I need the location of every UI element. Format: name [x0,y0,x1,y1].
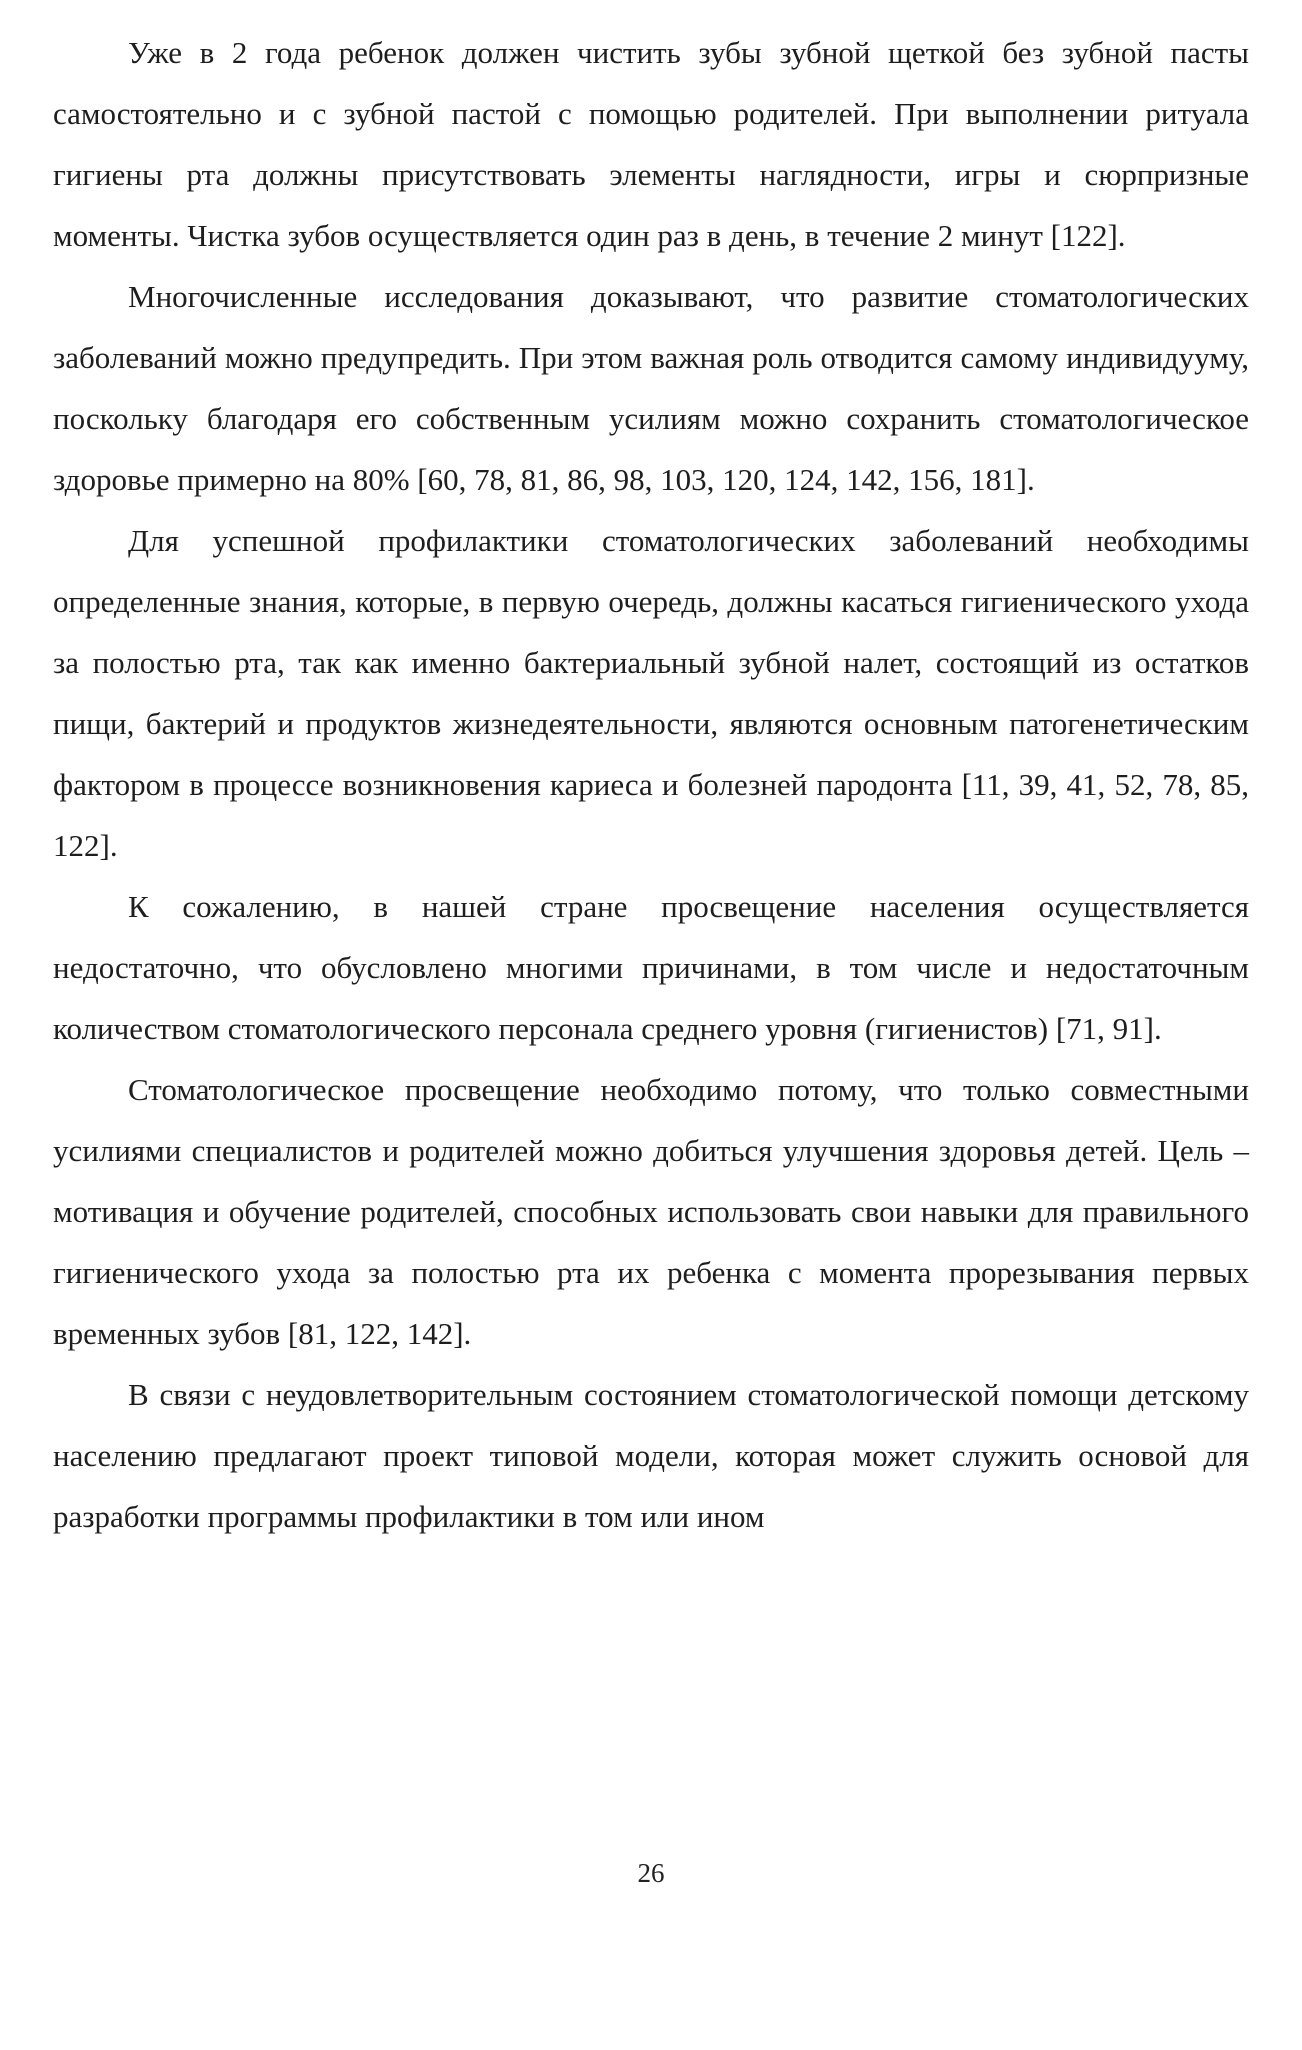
paragraph-5: Стоматологическое просвещение необходимо потому, что только совместными усилиями специалистов и родителей можно добиться улучшения здоровья детей. Цель – мотивация и обучение родителей, способных использовать свои навыки для правильного гигиенического ухода за полостью рта их ребенка с момента прорезывания первых временных зубов [81, 122, 142]. [53,1072,1249,1351]
paragraph-3: Для успешной профилактики стоматологических заболеваний необходимы определенные знания, которые, в первую очередь, должны касаться гигиенического ухода за полостью рта, так как именно бактериальный зубной налет, состоящий из остатков пищи, бактерий и продуктов жизнедеятельности, являются основным патогенетическим фактором в процессе возникновения кариеса и болезней пародонта [11, 39, 41, 52, 78, 85, 122]. [53,523,1249,863]
body-text [53,22,1249,1547]
paragraph-4: К сожалению, в нашей стране просвещение населения осуществляется недостаточно, что обусловлено многими причинами, в том числе и недостаточным количеством стоматологического персонала среднего уровня (гигиенистов) [71, 91]. [53,889,1249,1046]
paragraph-6: В связи с неудовлетворительным состоянием стоматологической помощи детскому населению предлагают проект типовой модели, которая может служить основой для разработки программы профилактики в том или ином [53,1377,1249,1534]
paragraph-1: Уже в 2 года ребенок должен чистить зубы зубной щеткой без зубной пасты самостоятельно и с зубной пастой с помощью родителей. При выполнении ритуала гигиены рта должны присутствовать элементы наглядности, игры и сюрпризные моменты. Чистка зубов осуществляется один раз в день, в течение 2 минут [122]. [53,35,1249,253]
page-number: 26 [637,1858,665,1888]
paragraph-2: Многочисленные исследования доказывают, что развитие стоматологических заболеваний можно предупредить. При этом важная роль отводится самому индивидууму, поскольку благодаря его собственным усилиям можно сохранить стоматологическое здоровье примерно на 80% [60, 78, 81, 86, 98, 103, 120, 124, 142, 156, 181]. [53,279,1249,497]
